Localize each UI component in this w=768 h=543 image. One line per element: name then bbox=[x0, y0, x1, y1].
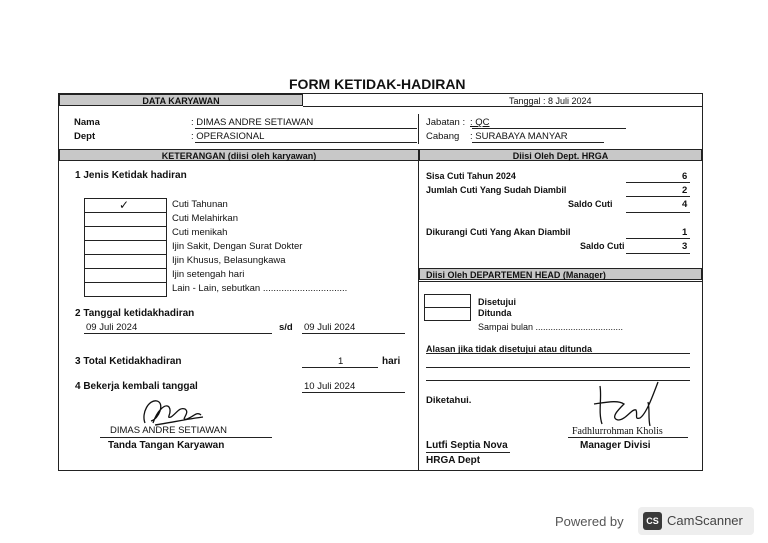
tanda-tangan-label: Tanda Tangan Karyawan bbox=[108, 440, 225, 451]
jenis-title: 1 Jenis Ketidak hadiran bbox=[75, 170, 187, 181]
manager-signature-name: Fadhlurrohman Kholis bbox=[572, 426, 663, 437]
dept-label: Dept bbox=[74, 131, 96, 142]
check-mark-icon: ✓ bbox=[119, 198, 130, 212]
hrga-name: Lutfi Septia Nova bbox=[426, 440, 508, 451]
cabang-label: Cabang bbox=[426, 131, 460, 142]
saldo-cuti-value-1: 4 bbox=[682, 199, 688, 210]
tanggal-title: 2 Tanggal ketidakhadiran bbox=[75, 308, 195, 319]
alasan-label: Alasan jika tidak disetujui atau ditunda bbox=[426, 344, 593, 354]
employee-signature-name: DIMAS ANDRE SETIAWAN bbox=[110, 425, 228, 436]
cabang-value: : SURABAYA MANYAR bbox=[470, 131, 568, 142]
total-title: 3 Total Ketidakhadiran bbox=[75, 356, 182, 367]
tanggal-label: Tanggal : 8 Juli 2024 bbox=[509, 96, 592, 106]
hari-label: hari bbox=[382, 356, 401, 367]
ditunda-box[interactable] bbox=[424, 307, 471, 321]
employee-signature bbox=[135, 393, 210, 429]
nama-value: : DIMAS ANDRE SETIAWAN bbox=[191, 117, 314, 128]
check-box-cuti-melahirkan[interactable] bbox=[84, 212, 167, 227]
check-box-ijin-sakit[interactable] bbox=[84, 240, 167, 255]
dikurangi-label: Dikurangi Cuti Yang Akan Diambil bbox=[426, 227, 571, 237]
dept-value: : OPERASIONAL bbox=[191, 131, 265, 142]
manager-label: Manager Divisi bbox=[580, 440, 651, 451]
saldo-cuti-label-1: Saldo Cuti bbox=[568, 199, 613, 209]
jenis-item: Cuti menikah bbox=[172, 227, 228, 238]
diketahui-label: Diketahui. bbox=[426, 395, 472, 406]
jumlah-cuti-label: Jumlah Cuti Yang Sudah Diambil bbox=[426, 185, 567, 195]
sisa-cuti-label: Sisa Cuti Tahun 2024 bbox=[426, 171, 516, 181]
jenis-item: Cuti Melahirkan bbox=[172, 213, 238, 224]
disetujui-box[interactable] bbox=[424, 294, 471, 308]
saldo-cuti-value-2: 3 bbox=[682, 241, 688, 252]
ditunda-label: Ditunda bbox=[478, 308, 512, 318]
total-value: 1 bbox=[338, 356, 344, 367]
check-box-cuti-tahunan[interactable] bbox=[84, 198, 167, 213]
camscanner-name: CamScanner bbox=[667, 513, 743, 528]
jenis-item: Ijin setengah hari bbox=[172, 269, 245, 280]
hrga-dept: HRGA Dept bbox=[426, 455, 481, 466]
sd-label: s/d bbox=[279, 322, 293, 333]
bekerja-value: 10 Juli 2024 bbox=[304, 381, 356, 392]
jabatan-value: : QC bbox=[470, 117, 490, 128]
camscanner-logo-icon: CS bbox=[643, 512, 662, 530]
check-box-ijin-setengah-hari[interactable] bbox=[84, 268, 167, 283]
disetujui-label: Disetujui bbox=[478, 297, 517, 307]
check-box-cuti-menikah[interactable] bbox=[84, 226, 167, 241]
dept-head-header: Diisi Oleh DEPARTEMEN HEAD (Manager) bbox=[419, 268, 702, 280]
keterangan-header: KETERANGAN (diisi oleh karyawan) bbox=[59, 149, 419, 161]
bekerja-title: 4 Bekerja kembali tanggal bbox=[75, 381, 198, 392]
tanggal-to: 09 Juli 2024 bbox=[304, 322, 356, 333]
camscanner-badge bbox=[638, 507, 754, 535]
data-karyawan-header: DATA KARYAWAN bbox=[59, 94, 303, 106]
hrga-header: Diisi Oleh Dept. HRGA bbox=[419, 149, 702, 161]
form-title: FORM KETIDAK-HADIRAN bbox=[289, 76, 466, 92]
jenis-item: Ijin Khusus, Belasungkawa bbox=[172, 255, 286, 266]
jenis-item: Cuti Tahunan bbox=[172, 199, 228, 210]
powered-by-label: Powered by bbox=[555, 514, 624, 529]
sampai-label: Sampai bulan ................................... bbox=[478, 322, 624, 332]
tanggal-from: 09 Juli 2024 bbox=[86, 322, 138, 333]
jenis-item: Ijin Sakit, Dengan Surat Dokter bbox=[172, 241, 303, 252]
saldo-cuti-label-2: Saldo Cuti bbox=[580, 241, 625, 251]
jenis-item: Lain - Lain, sebutkan ................................ bbox=[172, 283, 348, 294]
manager-signature bbox=[588, 378, 663, 430]
jumlah-cuti-value: 2 bbox=[682, 185, 688, 196]
jabatan-label: Jabatan : bbox=[426, 117, 466, 128]
dikurangi-value: 1 bbox=[682, 227, 688, 238]
check-box-lain-lain[interactable] bbox=[84, 282, 167, 297]
sisa-cuti-value: 6 bbox=[682, 171, 688, 182]
nama-label: Nama bbox=[74, 117, 100, 128]
check-box-ijin-khusus[interactable] bbox=[84, 254, 167, 269]
